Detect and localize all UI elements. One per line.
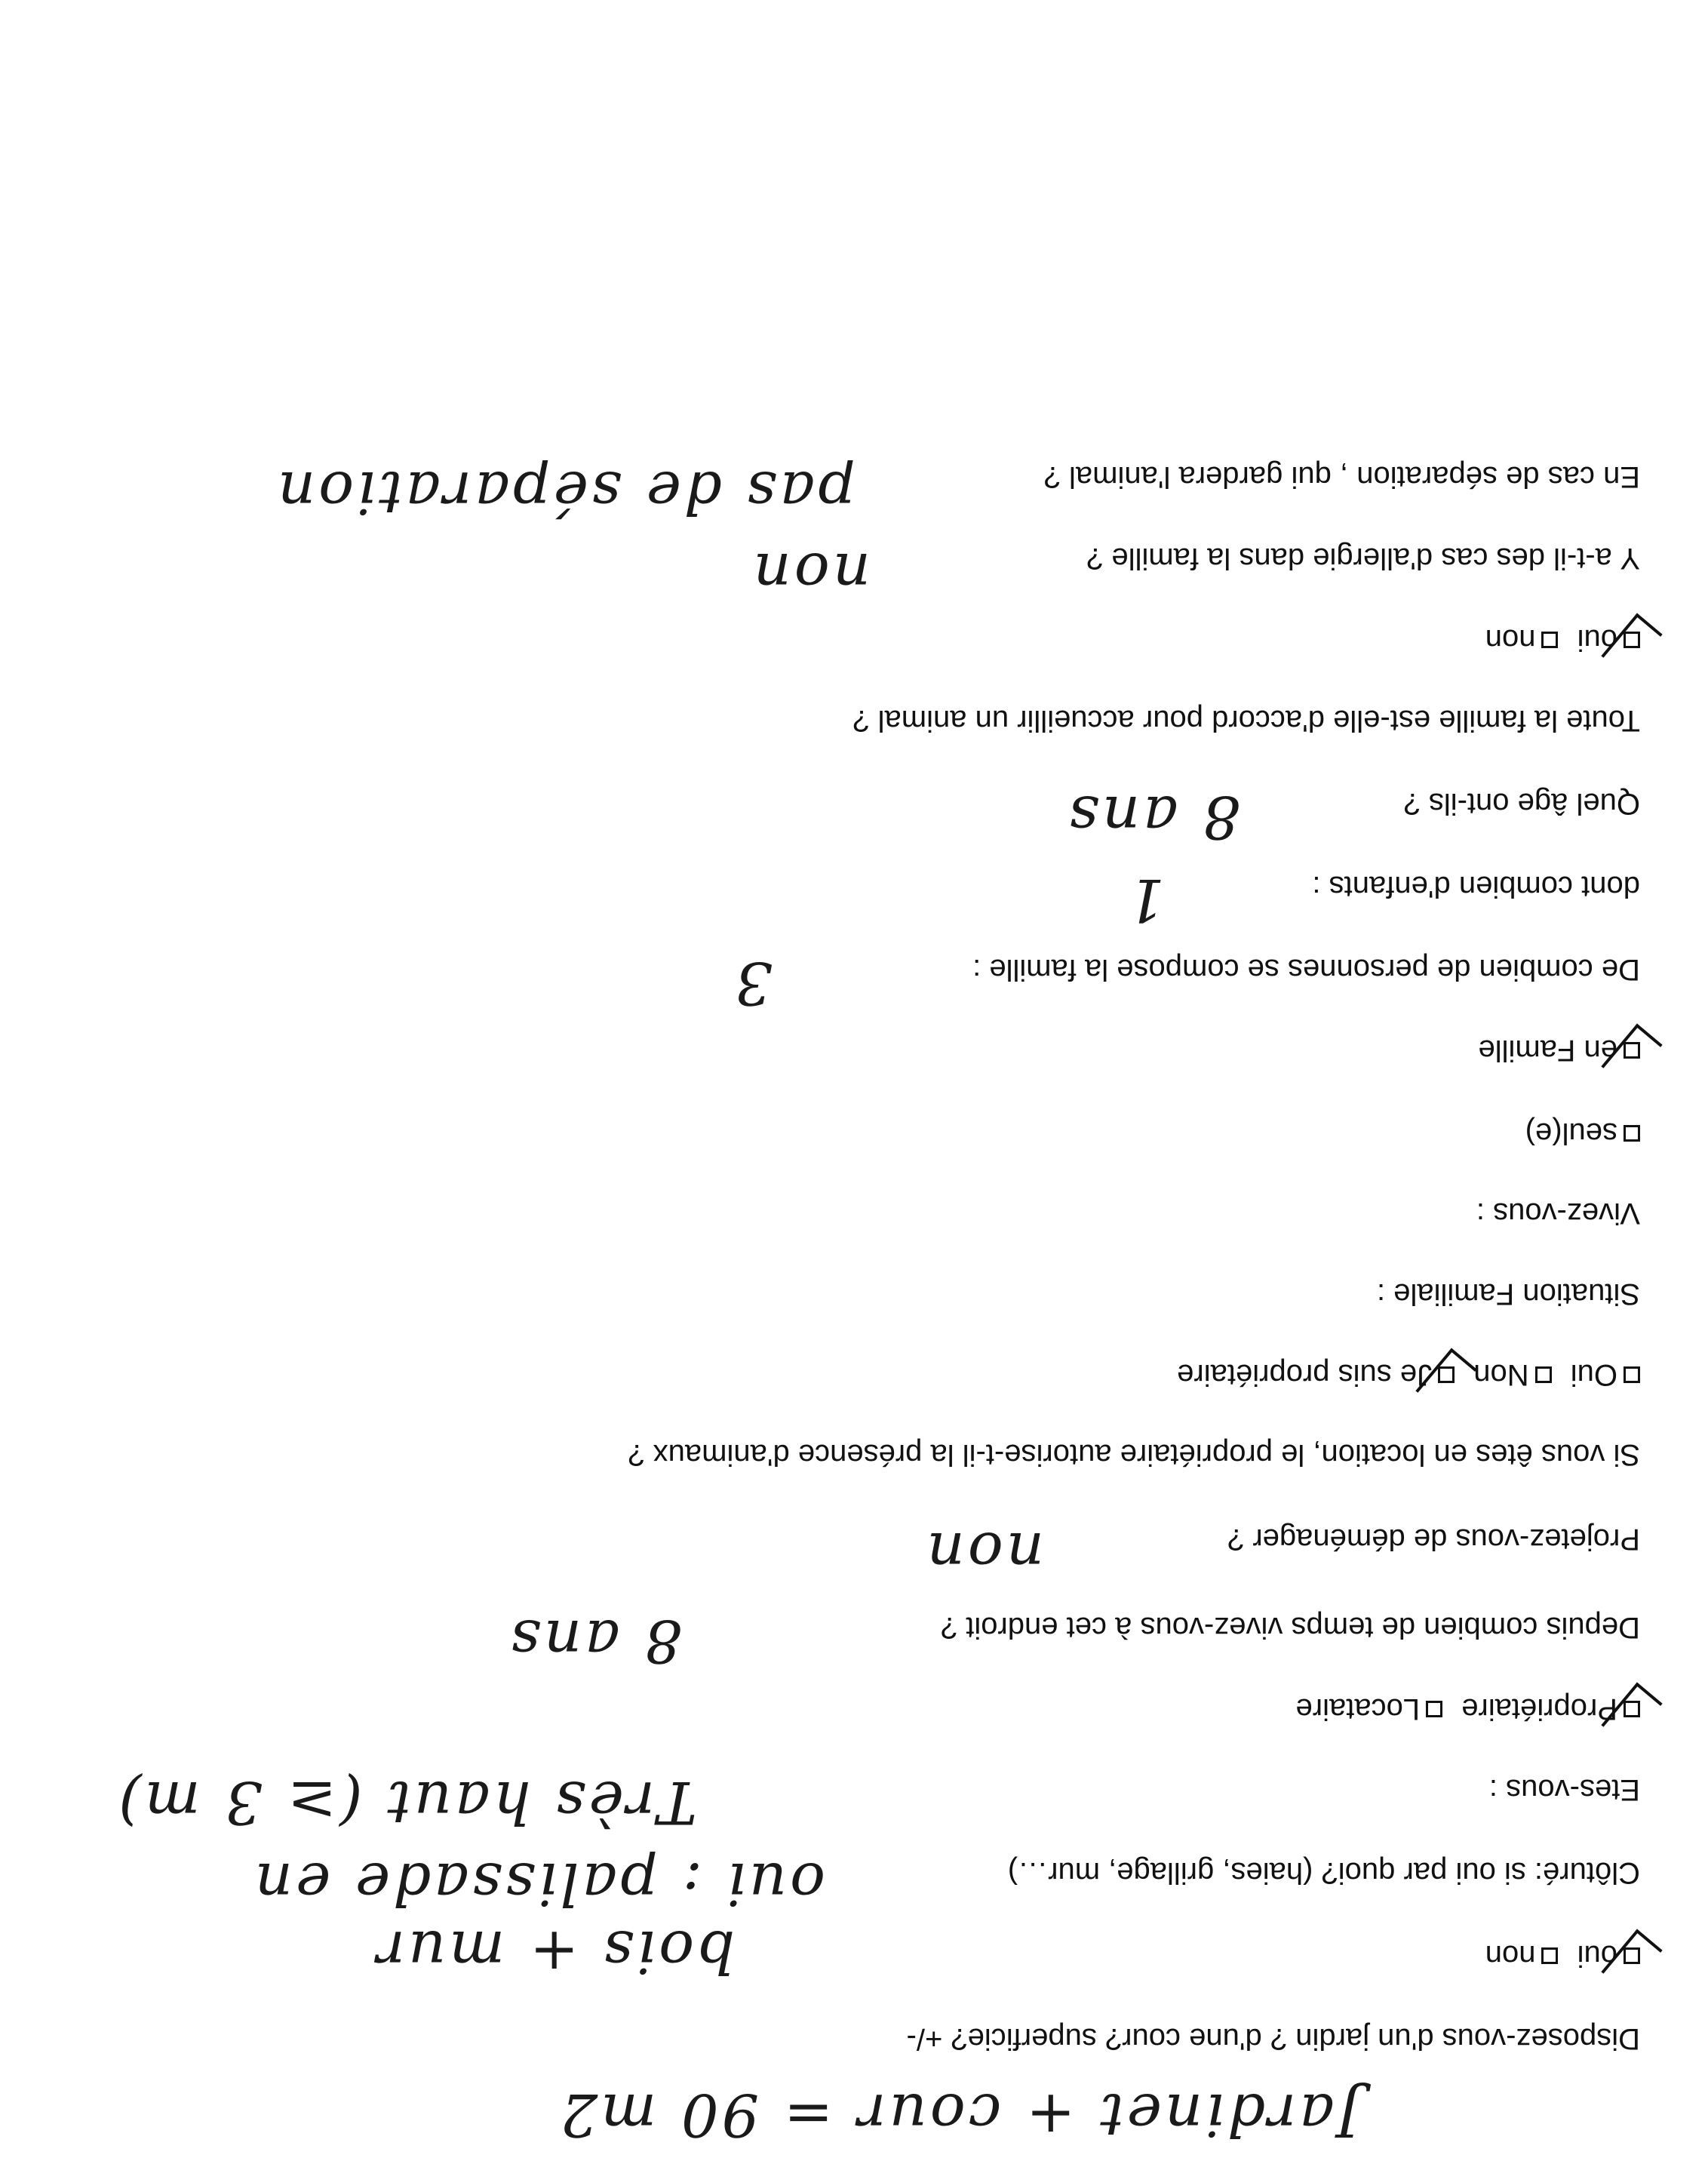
accord-oui-checkbox[interactable]	[1624, 632, 1640, 648]
question-depuis: Depuis combien de temps vivez-vous à cet endroit ?	[940, 1611, 1640, 1644]
answer-jardin: Jardinet + cour = 90 m2	[557, 2080, 1361, 2148]
answer-cloture-line1: oui : palissade en	[251, 1849, 825, 1917]
non-checkbox-1[interactable]	[1541, 1947, 1558, 1964]
location-options	[1166, 1357, 1640, 1393]
proprietaire-checkbox[interactable]	[1624, 1701, 1640, 1717]
question-separation: En cas de séparation , qui gardera l'animal ?	[1043, 460, 1640, 493]
question-etes-vous: Etes-vous :	[1488, 1773, 1640, 1806]
oui-label-1: oui	[1577, 1939, 1617, 1972]
locataire-label: Locataire	[1295, 1692, 1421, 1726]
proprietaire-label: Propriétaire	[1461, 1692, 1617, 1726]
question-allergie: Y a-t-il des cas d'allergie dans la famille ?	[1086, 542, 1640, 575]
question-demenager: Projetez-vous de déménager ?	[1227, 1523, 1640, 1556]
non-label-1: non	[1485, 1939, 1536, 1972]
accord-non-label: non	[1485, 623, 1536, 656]
answer-demenager: non	[923, 1519, 1044, 1587]
seul-checkbox[interactable]	[1624, 1125, 1640, 1142]
location-oui-label: Oui	[1570, 1358, 1617, 1391]
location-non-label: Non	[1473, 1358, 1529, 1391]
answer-allergie: non	[750, 539, 871, 607]
statut-options	[1286, 1691, 1640, 1727]
answer-cloture-line2: bois + mur	[373, 1917, 735, 1985]
question-age: Quel âge ont-ils ?	[1403, 787, 1640, 820]
answer-cloture-line3: Très haut (≥ 3 m)	[115, 1768, 697, 1836]
accord-oui-label: oui	[1577, 623, 1617, 656]
famille-checkbox[interactable]	[1624, 1042, 1640, 1059]
famille-label: en Famille	[1478, 1034, 1617, 1067]
answer-enfants: 1	[1124, 865, 1165, 933]
jardin-options	[1475, 1938, 1640, 1974]
accord-non-checkbox[interactable]	[1541, 632, 1558, 648]
question-enfants: dont combien d'enfants :	[1312, 870, 1640, 903]
question-location: Si vous êtes en location, le propriétaire autorise-t-il la présence d'animaux ?	[628, 1438, 1640, 1471]
answer-combien-personnes: 3	[732, 948, 773, 1016]
location-oui-checkbox[interactable]	[1624, 1366, 1640, 1383]
question-vivez-vous: Vivez-vous :	[1476, 1197, 1640, 1230]
location-non-checkbox[interactable]	[1535, 1366, 1552, 1383]
accord-options	[1475, 622, 1640, 658]
answer-age: 8 ans	[1065, 782, 1240, 850]
famille-option	[1467, 1032, 1640, 1068]
question-cloture: Clôturé: si oui par quoi? (haies, grillage, mur…)	[1007, 1856, 1640, 1889]
answer-separation: pas de séparation	[274, 458, 856, 526]
oui-checkbox-1[interactable]	[1624, 1947, 1640, 1964]
locataire-checkbox[interactable]	[1426, 1701, 1442, 1717]
question-jardin: Disposez-vous d'un jardin ? d'une cour? superficie? +/-	[906, 2022, 1640, 2055]
seul-option	[1515, 1115, 1640, 1151]
answer-depuis: 8 ans	[507, 1606, 682, 1674]
je-suis-proprietaire-label: Je suis propriétaire	[1177, 1358, 1433, 1391]
question-accord: Toute la famille est-elle d'accord pour accueillir un animal ?	[852, 704, 1640, 737]
heading-situation-familiale: Situation Familiale :	[1376, 1277, 1640, 1311]
seul-label: seul(e)	[1525, 1117, 1617, 1150]
je-suis-proprietaire-checkbox[interactable]	[1438, 1366, 1455, 1383]
question-combien-personnes: De combien de personnes se compose la famille :	[972, 953, 1640, 986]
